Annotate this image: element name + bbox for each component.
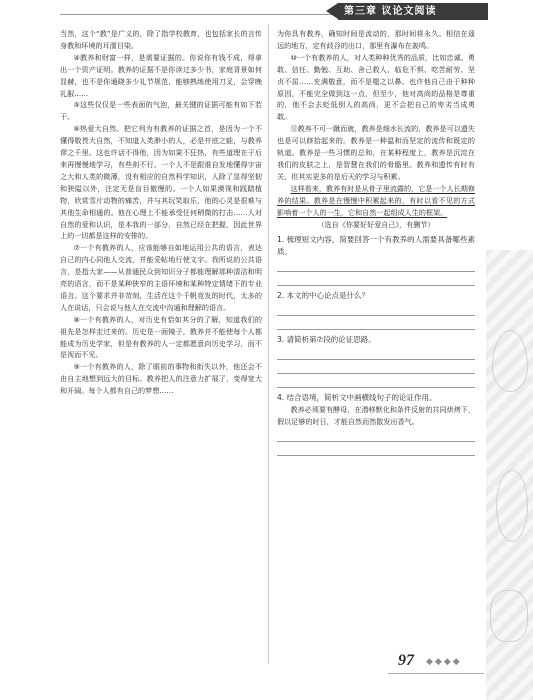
question [277, 334, 475, 388]
answer-line[interactable] [277, 302, 475, 316]
answer-line[interactable] [277, 272, 475, 286]
answer-line[interactable] [277, 360, 475, 374]
paragraph: 当然，这个“教”是广义的，除了指学校教育，也包括家长的言传身教和环境的耳濡目染。 [60, 29, 262, 50]
paragraph: ⑦一个有教养的人，应该能够自如地运用公共的语言，表达自己的内心同他人交流，并能妥帖地行使文字。我所说的公共语言，是指大家——从普通民众到知识分子都能理解那种清洁和明亮的语言，而不是某种狭窄的主语环境和某种特定情绪下的专业语言。这个要求并非苛刻，生活在这个千帆竞发的时代，太多的人在说话，只会说与他人在交流中沟通和理解的语言。 [60, 243, 262, 312]
paragraph: ⑥热爱大自然。把它列为有教养的证据之首，是因为一个不懂得敬畏大自然，不知道人类渺小的人，必是井底之蛙，与教养谬之千里。这也许话不得他，因为如果不狂热，有些道理在于后来再慢慢地学习，有些则不行。一个人不是跟谁自发地懂得宇宙之大和人类的微薄，没有相应的自然科学知识，人除了显得坚韧和狭隘以外，注定无是盲目傲慢的。一个人如果漠视和践踏植物，欣赏雪片动物的痛苦，并与其玩笑取乐，他的心灵是很难与其他生命相通的。他在心理上不能承受任何稍微的打击……人对自然的爱和认识，是本我的一部分，自然已经在把握，因此世界上的一切都是这样的安排的。 [60, 124, 262, 241]
answer-line[interactable] [277, 258, 475, 272]
column-divider [268, 24, 269, 664]
paragraph: ⑤这些仅仅是一些表面的气泡，最关键的证据可能有如下若干。 [60, 100, 262, 122]
page-number: 97 [398, 652, 414, 669]
question-title: 2. 本文的中心论点是什么？ [277, 291, 370, 301]
answer-line[interactable] [277, 374, 475, 388]
footer-rule [388, 673, 484, 674]
answer-line[interactable] [277, 316, 475, 330]
paragraph: 为你具有教养，确知时间是流动的，那时间将永久。相信在遥远的地方，定有歧谷的出口，那里有瀑布在轰鸣。 [277, 29, 475, 50]
question [277, 234, 475, 286]
answer-line[interactable] [277, 428, 475, 442]
answer-line[interactable] [277, 442, 475, 456]
header-arrow [326, 3, 338, 19]
paragraph: ⑩一个有教养的人，对人类种种优秀的品质，比如忠诚、勇敢、信任、勤勉、互助、舍己救人、临危不惧、吃苦耐劳、坚贞不屈……充满敬意，而不是嗤之以鼻。也许他自己由于种种原因，不能完全做到这一点，但至少，他对高尚的品格是尊重的，他不会去贬低别人的高尚，更不会把自己的卑劣当成勇敢。 [277, 52, 475, 122]
floral-ornament [496, 470, 528, 542]
floral-ornament [490, 590, 528, 642]
underlined-sentence: 这样看来，教养有时是从骨子里流露的，它是一个人长期修养的结果。教养是在慢慢中积累起来的，有时以看不见的方式影响着一个人的一生，它和自然一起组成人生的框架。 [277, 183, 475, 217]
question-title: 1. 梳理短文内容，简要回答一个有教养的人需要具备哪些素质。 [277, 235, 475, 257]
question-title: 3. 请简析第⑦段的论证思路。 [277, 335, 376, 345]
question-title: 4. 结合语境，简析文中画横线句子的论证作用。 [277, 393, 437, 403]
question-list [277, 234, 475, 456]
paragraph: ④教养和财富一样，是需要证据的。你说你有钱不成，得拿出一个资产证明。教养的证据不是你读过多少书，家庭背景如何显赫，也不是你通晓多少礼节规范，能够熟练使用刀叉，会穿晚礼服…… [60, 52, 262, 98]
paragraph: ⑪教养不可一蹴而就，教养是细水长流的，教养是可以遗失也是可以修拾起来的。教养是一种温和而坚定的流传和既定的轨道。教养是一些习惯的总和，在某种程度上，教养是沉淀在我们的皮肤之上，是智慧在我们的骨骼里。教养和遗传有时有关，但其实更多的是后天的学习与积累。 [277, 124, 475, 181]
answer-line[interactable] [277, 346, 475, 360]
answer-text: 教养必须要有酵母，在潜移默化和条件反射的共同烘烤下，假以足够的时日，才能自然而然散发出香气。 [277, 405, 475, 427]
right-column [277, 28, 475, 456]
floral-ornament [492, 330, 528, 392]
paragraph: ⑨一个有教养的人，除了眼前的事物和衔失以外，他还会不由自主地想到远大的目标。教养把人的注意力扩展了，变得宽大和开阔。每个人都有自己的梦想…… [60, 362, 262, 396]
question [277, 290, 475, 330]
page-dots: ◆◆◆◆ [426, 657, 462, 667]
chapter-header: 第三章 议论文阅读 [338, 3, 488, 20]
question [277, 392, 475, 456]
paragraph: ⑧一个有教养的人，对历史有恰如其分的了解，知道我们的祖先是怎样走过来的。历史是一面镜子，教养并不能使每个人都能成为历史学家，但是有教养的人一定都愿意向历史学习，而不是视而不见。 [60, 314, 262, 360]
left-column [60, 28, 262, 397]
decorative-floral-strip [486, 250, 533, 700]
source-note: （选自《你要好好爱自己》，有删节） [317, 219, 435, 229]
